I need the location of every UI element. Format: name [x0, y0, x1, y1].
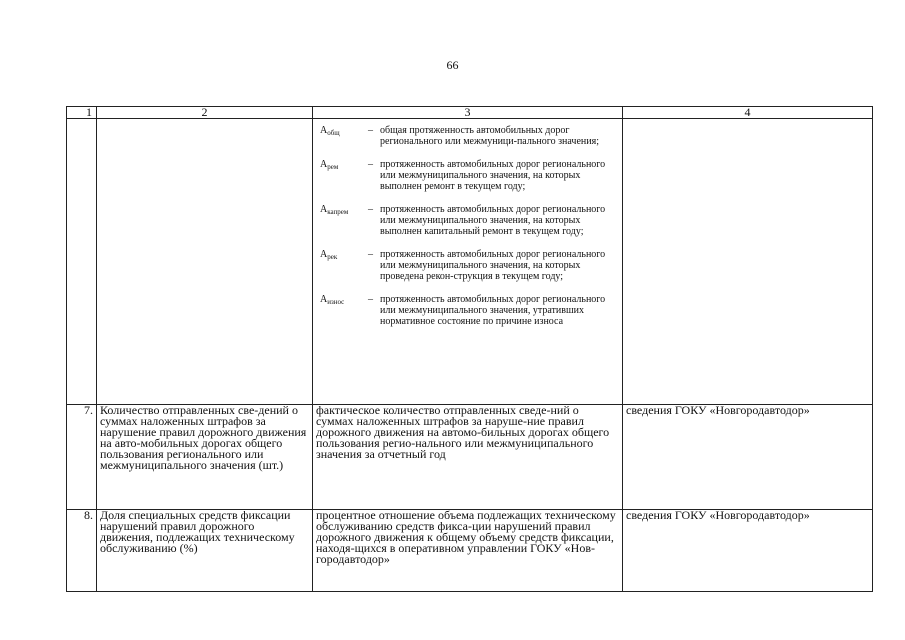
definitions-list — [316, 119, 619, 327]
column-header-3: 3 — [313, 107, 623, 119]
data-source: сведения ГОКУ «Новгородавтодор» — [623, 405, 873, 510]
definition-dash: – — [368, 159, 373, 170]
table-row — [67, 510, 873, 592]
empty-cell — [97, 119, 313, 405]
definition-item — [320, 249, 619, 282]
column-header-1: 1 — [67, 107, 97, 119]
calculation-method: фактическое количество отправленных сведе-ний о суммах наложенных штрафов за наруше-ние правил дорожного движения на автомо-бильных дорогах общего пользования регио-нального или межмуниципального значения за отчетный год — [313, 405, 623, 510]
definition-item — [320, 159, 619, 192]
table-row-definitions — [67, 119, 873, 405]
indicator-name: Количество отправленных све-дений о суммах наложенных штрафов за нарушение правил дорожного движения на авто-мобильных дорогах общего пользования регионального или межмуниципального значения (шт.) — [97, 405, 313, 510]
indicator-name: Доля специальных средств фиксации нарушений правил дорожного движения, подлежащих техническому обслуживанию (%) — [97, 510, 313, 592]
table-header-row — [67, 107, 873, 119]
column-header-2: 2 — [97, 107, 313, 119]
column-header-4: 4 — [623, 107, 873, 119]
table-row — [67, 405, 873, 510]
definition-symbol: $А_{общ}$ — [320, 125, 340, 137]
definitions-cell — [313, 119, 623, 405]
row-number: 7. — [67, 405, 97, 510]
indicators-table — [66, 106, 873, 592]
definition-item — [320, 125, 619, 147]
definition-text: протяженность автомобильных дорог регионального или межмуниципального значения, на которых выполнен ремонт в текущем году; — [380, 159, 606, 192]
definition-item — [320, 294, 619, 327]
definition-symbol: $А_{капрем}$ — [320, 204, 349, 216]
calculation-method: процентное отношение объема подлежащих техническому обслуживанию средств фикса-ции нарушений правил дорожного движения к общему объему средств фиксации, находя-щихся в оперативном управлении ГОКУ «Нов-городавтодор» — [313, 510, 623, 592]
definition-dash: – — [368, 294, 373, 305]
empty-cell — [67, 119, 97, 405]
row-number: 8. — [67, 510, 97, 592]
definition-text: протяженность автомобильных дорог регионального или межмуниципального значения, на которых проведена рекон-струкция в текущем году; — [380, 249, 606, 282]
definition-text: общая протяженность автомобильных дорог регионального или межмуници-пального значения; — [380, 125, 599, 147]
definition-dash: – — [368, 125, 373, 136]
definition-text: протяженность автомобильных дорог регионального или межмуниципального значения, на которых выполнен капитальный ремонт в текущем году; — [380, 204, 606, 237]
definition-symbol: $А_{износ}$ — [320, 294, 345, 306]
page-number: 66 — [446, 58, 459, 72]
definition-text: протяженность автомобильных дорог регионального или межмуниципального значения, утративших нормативное состояние по причине износа — [380, 294, 606, 327]
definition-dash: – — [368, 204, 373, 215]
definition-symbol: $А_{рем}$ — [320, 159, 339, 171]
empty-cell — [623, 119, 873, 405]
definition-item — [320, 204, 619, 237]
data-source: сведения ГОКУ «Новгородавтодор» — [623, 510, 873, 592]
definition-dash: – — [368, 249, 373, 260]
definition-symbol: $А_{рек}$ — [320, 249, 338, 261]
